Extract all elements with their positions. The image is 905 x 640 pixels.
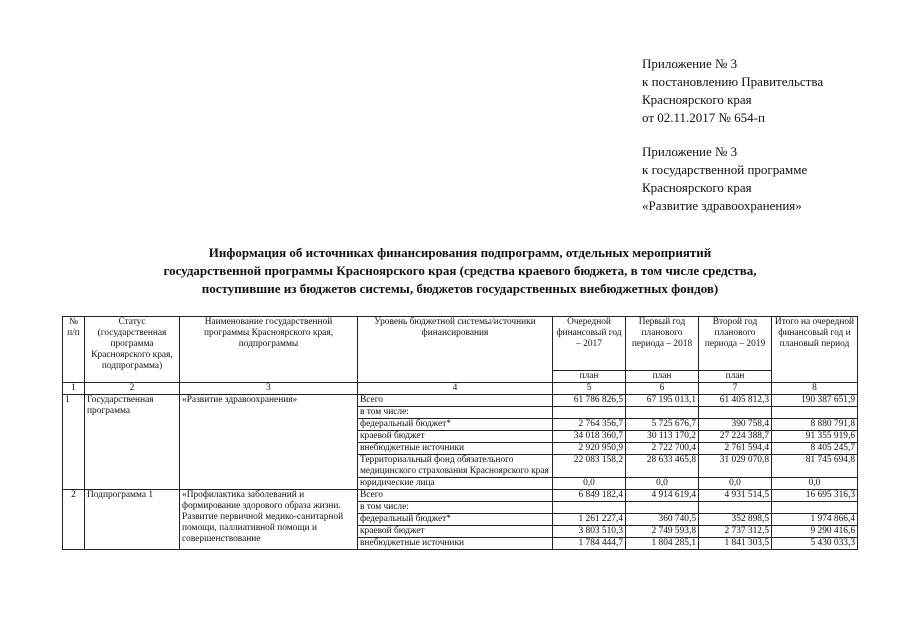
value-total (772, 407, 858, 419)
table-row (63, 490, 858, 502)
appendix-line: к государственной программе (642, 162, 808, 177)
budget-level: краевой бюджет (358, 526, 553, 538)
value-2017: 6 849 182,4 (553, 490, 626, 502)
value-2017 (553, 407, 626, 419)
appendix-line: Приложение № 3 (642, 56, 738, 71)
value-2019 (699, 502, 772, 514)
budget-level: Территориальный фонд обязательного медицинского страхования Красноярского края (358, 455, 553, 478)
budget-level: Всего (358, 490, 553, 502)
appendix-header-resolution (642, 55, 823, 127)
title-line: государственной программы Красноярского края (средства краевого бюджета, в том числе средства, (163, 263, 757, 278)
budget-level: федеральный бюджет* (358, 419, 553, 431)
budget-level: в том числе: (358, 502, 553, 514)
budget-level: Всего (358, 395, 553, 407)
value-total: 8 405 245,7 (772, 443, 858, 455)
value-2017: 34 018 360,7 (553, 431, 626, 443)
value-total: 1 974 866,4 (772, 514, 858, 526)
column-number: 8 (772, 383, 858, 395)
value-2018: 0,0 (626, 478, 699, 490)
value-2019: 2 737 312,5 (699, 526, 772, 538)
value-2019: 2 761 594,4 (699, 443, 772, 455)
value-total: 0,0 (772, 478, 858, 490)
value-2017: 3 803 510,3 (553, 526, 626, 538)
row-num: 1 (63, 395, 85, 490)
value-2018: 28 633 465,8 (626, 455, 699, 478)
value-2018: 30 113 170,2 (626, 431, 699, 443)
header-status: Статус (государственная программа Красноярского края, подпрограмма) (85, 317, 180, 383)
header-plan: план (626, 371, 699, 383)
appendix-line: к постановлению Правительства (642, 74, 824, 89)
value-2018 (626, 502, 699, 514)
budget-level: краевой бюджет (358, 431, 553, 443)
value-2018 (626, 407, 699, 419)
value-2019: 31 029 070,8 (699, 455, 772, 478)
column-number: 6 (626, 383, 699, 395)
value-2017 (553, 502, 626, 514)
budget-level: в том числе: (358, 407, 553, 419)
document-title (90, 244, 830, 298)
row-name: «Профилактика заболеваний и формирование здорового образа жизни. Развитие первичной медико-санитарной помощи, паллиативной помощи и совершенствование (180, 490, 358, 550)
value-2018: 2 749 593,8 (626, 526, 699, 538)
budget-level: внебюджетные источники (358, 443, 553, 455)
column-number-row (63, 383, 858, 395)
title-line: Информация об источниках финансирования подпрограмм, отдельных мероприятий (208, 245, 712, 260)
appendix-line: Красноярского края (642, 180, 752, 195)
value-2019: 4 931 514,5 (699, 490, 772, 502)
value-total: 9 290 416,6 (772, 526, 858, 538)
value-2019 (699, 407, 772, 419)
value-2017: 0,0 (553, 478, 626, 490)
title-line: поступившие из бюджетов системы, бюджетов государственных внебюджетных фондов) (201, 281, 719, 296)
column-number: 4 (358, 383, 553, 395)
appendix-line: «Развитие здравоохранения» (642, 198, 802, 213)
value-2019: 0,0 (699, 478, 772, 490)
value-total (772, 502, 858, 514)
header-2018: Первый год планового периода – 2018 (626, 317, 699, 371)
value-2019: 27 224 388,7 (699, 431, 772, 443)
table-row (63, 395, 858, 407)
value-2018: 360 740,5 (626, 514, 699, 526)
value-2017: 22 083 158,2 (553, 455, 626, 478)
column-number: 5 (553, 383, 626, 395)
header-row (63, 317, 858, 371)
header-2019: Второй год планового периода – 2019 (699, 317, 772, 371)
appendix-line: Красноярского края (642, 92, 752, 107)
row-status: Государственная программа (85, 395, 180, 490)
value-2017: 61 786 826,5 (553, 395, 626, 407)
header-2017: Очередной финансовый год – 2017 (553, 317, 626, 371)
value-2017: 2 764 356,7 (553, 419, 626, 431)
value-2018: 4 914 619,4 (626, 490, 699, 502)
budget-level: внебюджетные источники (358, 538, 553, 550)
financing-table (62, 316, 858, 550)
column-number: 3 (180, 383, 358, 395)
value-2018: 67 195 013,1 (626, 395, 699, 407)
row-status: Подпрограмма 1 (85, 490, 180, 550)
header-name: Наименование государственной программы Красноярского края, подпрограммы (180, 317, 358, 383)
column-number: 7 (699, 383, 772, 395)
budget-level: федеральный бюджет* (358, 514, 553, 526)
value-2017: 1 261 227,4 (553, 514, 626, 526)
appendix-header-program (642, 143, 807, 215)
value-2018: 2 722 700,4 (626, 443, 699, 455)
row-num: 2 (63, 490, 85, 550)
appendix-line: Приложение № 3 (642, 144, 738, 159)
value-total: 81 745 694,8 (772, 455, 858, 478)
header-plan: план (553, 371, 626, 383)
appendix-line: от 02.11.2017 № 654-п (642, 110, 765, 125)
value-total: 5 430 033,3 (772, 538, 858, 550)
header-plan: план (699, 371, 772, 383)
row-name: «Развитие здравоохранения» (180, 395, 358, 490)
column-number: 1 (63, 383, 85, 395)
budget-level: юридические лица (358, 478, 553, 490)
header-level: Уровень бюджетной системы/источники финансирования (358, 317, 553, 383)
value-2019: 352 898,5 (699, 514, 772, 526)
value-total: 16 695 316,3 (772, 490, 858, 502)
value-total: 190 387 651,9 (772, 395, 858, 407)
value-total: 91 355 919,6 (772, 431, 858, 443)
value-2019: 1 841 303,5 (699, 538, 772, 550)
column-number: 2 (85, 383, 180, 395)
value-2017: 2 920 950,9 (553, 443, 626, 455)
header-total: Итого на очередной финансовый год и плановый период (772, 317, 858, 383)
value-2018: 1 804 285,1 (626, 538, 699, 550)
value-2019: 61 405 812,3 (699, 395, 772, 407)
value-2019: 390 758,4 (699, 419, 772, 431)
header-num: № п/п (63, 317, 85, 383)
value-2017: 1 784 444,7 (553, 538, 626, 550)
value-2018: 5 725 676,7 (626, 419, 699, 431)
value-total: 8 880 791,8 (772, 419, 858, 431)
